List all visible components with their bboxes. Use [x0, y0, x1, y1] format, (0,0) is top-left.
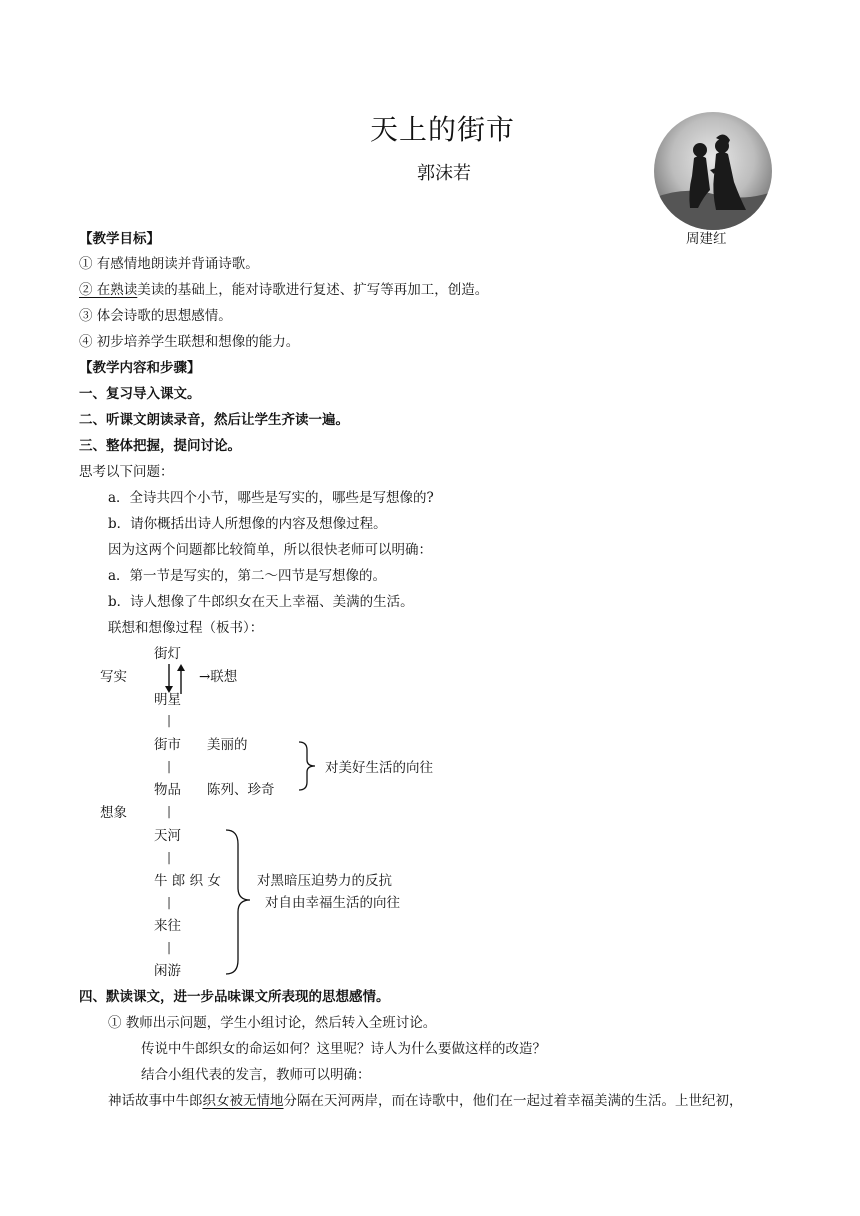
diagram-display: 陈列、珍奇 [207, 782, 275, 798]
think-prompt: 思考以下问题： [79, 464, 174, 480]
step-4: 四、默读课文，进一步品味课文所表现的思想感情。 [79, 989, 390, 1005]
step-2: 二、听课文朗读录音，然后让学生齐读一遍。 [79, 412, 349, 428]
diagram-stroll: 闲游 [154, 963, 181, 979]
step-4-para-4-underlined: 织女被无情地 [202, 1093, 284, 1109]
objectives-heading: 【教学目标】 [79, 231, 160, 247]
objective-item-2-rest: 美读的基础上，能对诗歌进行复述、扩写等再加工，创造。 [137, 282, 489, 298]
diagram-separator: | [167, 850, 172, 864]
diagram-come-go: 来往 [154, 918, 181, 934]
question-b: b．请你概括出诗人所想像的内容及想像过程。 [108, 516, 387, 532]
step-4-para-3: 结合小组代表的发言，教师可以明确： [141, 1067, 371, 1083]
step-4-para-4-end: 分隔在天河两岸，而在诗歌中，他们在一起过着幸福美满的生活。上世纪初， [283, 1093, 743, 1109]
diagram-separator: | [167, 713, 172, 727]
diagram-imagination: 想象 [100, 805, 127, 821]
diagram-separator: | [167, 759, 172, 773]
diagram-longing-good: 对美好生活的向往 [325, 760, 433, 776]
objective-item-1: ① 有感情地朗读并背诵诗歌。 [79, 256, 259, 272]
answer-b: b．诗人想像了牛郎织女在天上幸福、美满的生活。 [108, 594, 414, 610]
objective-item-2-underlined: ② 在熟读 [79, 282, 138, 298]
diagram-milky-way: 天河 [154, 828, 181, 844]
objective-item-3: ③ 体会诗歌的思想感情。 [79, 308, 232, 324]
step-1: 一、复习导入课文。 [79, 386, 201, 402]
diagram-goods: 物品 [154, 782, 181, 798]
diagram-beautiful: 美丽的 [207, 737, 248, 753]
portrait-image [654, 112, 772, 230]
document-title: 天上的街市 [370, 113, 516, 146]
author-name: 郭沫若 [417, 163, 471, 184]
diagram-separator: | [167, 804, 172, 818]
content-heading: 【教学内容和步骤】 [79, 360, 201, 376]
step-4-para-4-start: 神话故事中牛郎 [108, 1093, 203, 1109]
because-line: 因为这两个问题都比较简单，所以很快老师可以明确： [108, 542, 432, 558]
diagram-streetlamp: 街灯 [154, 646, 181, 662]
cowherd-weaver-girl-silhouette-icon [654, 112, 772, 230]
step-3: 三、整体把握，提问讨论。 [79, 438, 241, 454]
brace-right-icon [224, 828, 254, 978]
step-4-para-1: ① 教师出示问题，学生小组讨论，然后转入全班讨论。 [108, 1015, 437, 1031]
diagram-association: →联想 [199, 669, 238, 685]
diagram-realistic: 写实 [100, 669, 127, 685]
board-title: 联想和想像过程（板书）： [108, 620, 264, 636]
diagram-separator: | [167, 895, 172, 909]
objective-item-2 [79, 281, 488, 299]
diagram-cowherd: 牛 郎 织 女 [154, 873, 221, 889]
step-4-para-4 [108, 1092, 743, 1110]
diagram-street: 街市 [154, 737, 181, 753]
answer-a: a．第一节是写实的，第二～四节是写想像的。 [108, 568, 387, 584]
diagram-separator: | [167, 940, 172, 954]
objective-item-4: ④ 初步培养学生联想和想像的能力。 [79, 334, 300, 350]
diagram-star: 明星 [154, 692, 181, 708]
brace-right-icon [296, 740, 320, 792]
diagram-resist: 对黑暗压迫势力的反抗 [257, 873, 392, 889]
teacher-name: 周建红 [686, 231, 727, 247]
question-a: a．全诗共四个小节，哪些是写实的，哪些是写想像的? [108, 490, 434, 506]
diagram-longing-free: 对自由幸福生活的向往 [265, 895, 400, 911]
step-4-para-2: 传说中牛郎织女的命运如何？这里呢？诗人为什么要做这样的改造？ [141, 1041, 546, 1057]
